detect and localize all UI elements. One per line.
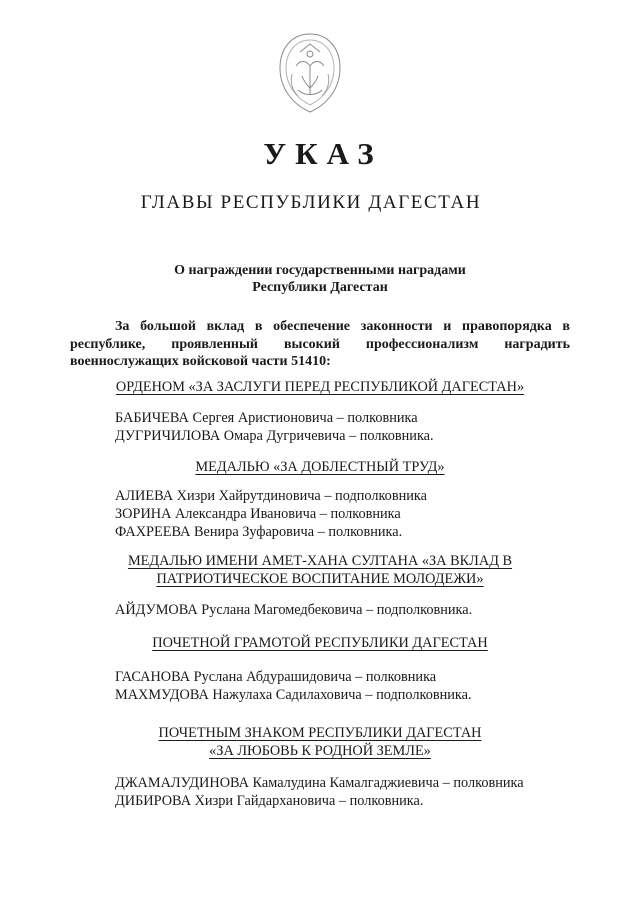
awardee-item: ЗОРИНА Александра Ивановича – полковника — [115, 506, 401, 522]
awardee-item: ГАСАНОВА Руслана Абдурашидовича – полковника — [115, 669, 437, 685]
award-title-line: ОРДЕНОМ «ЗА ЗАСЛУГИ ПЕРЕД РЕСПУБЛИКОЙ ДАГЕСТАН» — [115, 379, 525, 395]
coat-of-arms-emblem-icon — [270, 30, 350, 116]
awardee-item: ФАХРЕЕВА Венира Зуфаровича – полковника. — [115, 524, 403, 540]
awardee-item: АЙДУМОВА Руслана Магомедбековича – подполковника. — [115, 602, 473, 618]
award-title-line: ПАТРИОТИЧЕСКОЕ ВОСПИТАНИЕ МОЛОДЕЖИ» — [156, 571, 484, 587]
decree-subject-line: О награждении государственными наградами — [174, 263, 466, 278]
awardee-item: АЛИЕВА Хизри Хайрутдиновича – подполковника — [115, 488, 427, 504]
awardee-item: МАХМУДОВА Нажулаха Садилаховича – подполковника. — [115, 687, 472, 703]
preamble-line: За большой вклад в обеспечение законности и правопорядка в — [115, 319, 570, 334]
decree-subtitle: ГЛАВЫ РЕСПУБЛИКИ ДАГЕСТАН — [140, 192, 482, 213]
decree-preamble — [70, 318, 570, 371]
awardee-item: БАБИЧЕВА Сергея Аристионовича – полковника — [115, 410, 418, 426]
awardee-item: ДЖАМАЛУДИНОВА Камалудина Камалгаджиевича – полковника — [115, 775, 524, 791]
award-title-line: «ЗА ЛЮБОВЬ К РОДНОЙ ЗЕМЛЕ» — [209, 743, 431, 759]
award-title — [0, 378, 640, 396]
award-title-line: МЕДАЛЬЮ ИМЕНИ АМЕТ-ХАНА СУЛТАНА «ЗА ВКЛАД В — [127, 553, 513, 569]
award-title-line: ПОЧЕТНЫМ ЗНАКОМ РЕСПУБЛИКИ ДАГЕСТАН — [158, 725, 482, 741]
awardee-list — [115, 668, 595, 704]
awardee-list — [115, 409, 595, 445]
award-title — [0, 458, 640, 476]
awardee-item: ДИБИРОВА Хизри Гайдархановича – полковника. — [115, 793, 424, 809]
awardee-list — [115, 601, 595, 619]
decree-subject — [0, 262, 640, 296]
award-title-line: МЕДАЛЬЮ «ЗА ДОБЛЕСТНЫЙ ТРУД» — [195, 459, 445, 475]
award-title — [0, 634, 640, 652]
decree-subject-line: Республики Дагестан — [252, 280, 388, 295]
decree-title: УКАЗ — [263, 136, 383, 171]
awardee-item: ДУГРИЧИЛОВА Омара Дугричевича – полковника. — [115, 428, 434, 444]
award-title-line: ПОЧЕТНОЙ ГРАМОТОЙ РЕСПУБЛИКИ ДАГЕСТАН — [152, 635, 488, 651]
preamble-line: военнослужащих войсковой части 51410: — [70, 354, 331, 369]
award-title — [0, 552, 640, 588]
award-title — [0, 724, 640, 760]
awardee-list — [115, 487, 595, 541]
awardee-list — [115, 774, 595, 810]
preamble-line: республике, проявленный высокий профессионализм наградить — [70, 336, 570, 352]
